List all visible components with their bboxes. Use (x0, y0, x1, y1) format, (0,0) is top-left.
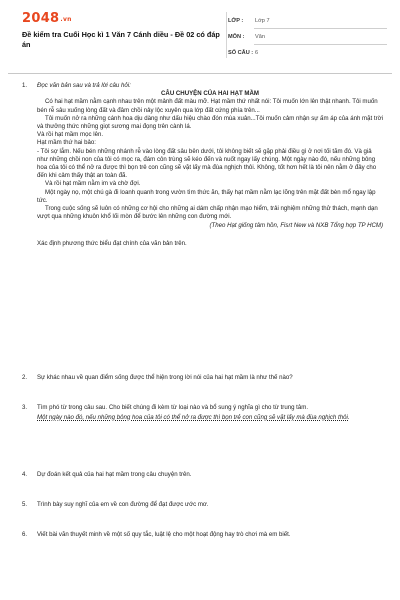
site-logo[interactable] (22, 11, 72, 26)
meta-class-label: LỚP : (228, 18, 244, 24)
meta-class (228, 14, 388, 28)
page-header (0, 0, 400, 62)
meta-subject-label: MÔN : (228, 34, 245, 40)
question-number: 6. (22, 531, 28, 538)
question-text: Tìm phó từ trong câu sau. Cho biết chúng đi kèm từ loại nào và bổ sung ý nghĩa gì cho từ trung tâm. (37, 404, 309, 411)
meta-count-value: 6 (255, 50, 259, 56)
meta-rule (254, 44, 387, 45)
story-title: CÂU CHUYỆN CỦA HAI HẠT MẦM (161, 90, 259, 98)
instruction: Đọc văn bản sau và trả lời câu hỏi: (37, 82, 131, 89)
question-text: Dự đoán kết quả của hai hạt mầm trong câu chuyện trên. (37, 471, 192, 478)
meta-count (228, 46, 388, 60)
story-paragraph: - Tôi sợ lắm. Nếu bén những nhánh rễ vào lòng đất sâu bên dưới, tôi không biết sẽ gặp phải điều gì ở nơi tối tăm đó. Và giả như những chồi non của tôi có mọc ra, đám côn trùng sẽ kéo đến và nuốt ngay lấy chúng. Một ngày nào đó, nếu những bông hoa của tôi có thể nở ra được thì bọn trẻ con cũng sẽ vặt lấy mà đùa nghịch thôi. Không, tốt hơn hết là tôi nên nằm ở đây cho đến khi cảm thấy thật an toàn đã. (37, 147, 377, 180)
logo-suffix: .vn (60, 16, 72, 23)
question-text: Trình bày suy nghĩ của em về con đường để đạt được ước mơ. (37, 501, 209, 508)
story-paragraph: Tôi muốn nở ra những cánh hoa dịu dàng như dấu hiệu chào đón mùa xuân...Tôi muốn cảm nhận sự ấm áp của ánh mặt trời và thưởng thức những giọt sương mai đọng trên cành lá. (37, 114, 383, 131)
question-text: Viết bài văn thuyết minh về một số quy tắc, luật lệ cho một hoạt động hay trò chơi mà em biết. (37, 531, 291, 538)
header-divider (8, 73, 392, 74)
question-number: 2. (22, 374, 28, 381)
question-number: 1. (22, 82, 28, 89)
header-separator (226, 12, 227, 58)
logo-text: 2048 (22, 11, 60, 26)
story-paragraph: Và rồi hạt mầm nằm im và chờ đợi. (45, 180, 141, 188)
question-body (37, 404, 383, 422)
meta-class-value: Lớp 7 (255, 18, 270, 24)
story-paragraph: Hạt mầm thứ hai bảo: (37, 139, 96, 147)
question-body (37, 82, 383, 248)
meta-rule (254, 28, 387, 29)
question-number: 5. (22, 501, 28, 508)
meta-count-label: SỐ CÂU : (228, 50, 254, 56)
story-paragraph: Trong cuộc sống sẽ luôn có những cơ hội cho những ai dám chấp nhận mạo hiểm, trải nghiệm những thử thách, mạnh dạn vượt qua những khuôn khổ lối mòn để bước lên những con đường mới. (37, 205, 378, 221)
meta-subject-value: Văn (255, 34, 265, 40)
story-source: (Theo Hạt giống tâm hồn, Fisrt New và NXB Tổng hợp TP HCM) (209, 222, 383, 230)
question-text: Sự khác nhau về quan điểm sống được thể hiện trong lời nói của hai hạt mầm là như thế nào? (37, 374, 293, 381)
story-paragraph: Có hai hạt mầm nằm cạnh nhau trên một mảnh đất màu mỡ. Hạt mầm thứ nhất nói: Tôi muốn lớn lên thật nhanh. Tôi muốn bén rễ sâu xuống lòng đất và đâm chồi nảy lộc xuyên qua lớp đất cứng phía trên... (37, 98, 378, 114)
question-text: Xác định phương thức biểu đạt chính của văn bản trên. (37, 239, 187, 247)
story-paragraph: Một ngày nọ, một chú gà đi loanh quanh trong vườn tìm thức ăn, thấy hạt mầm nằm lạc lõng trên mặt đất bèn mổ ngay lập tức. (37, 188, 376, 204)
question-number: 4. (22, 471, 28, 478)
question-number: 3. (22, 404, 28, 411)
exam-title: Đề kiểm tra Cuối Học kì 1 Văn 7 Cánh diều - Đề 02 có đáp án (22, 30, 220, 49)
quoted-sentence: Một ngày nào đó, nếu những bông hoa của tôi có thể nở ra được thì bọn trẻ con cũng sẽ vặt lấy mà đùa nghịch thôi. (37, 414, 350, 422)
story-paragraph: Và rồi hạt mầm mọc lên. (37, 131, 104, 139)
meta-subject (228, 30, 388, 44)
